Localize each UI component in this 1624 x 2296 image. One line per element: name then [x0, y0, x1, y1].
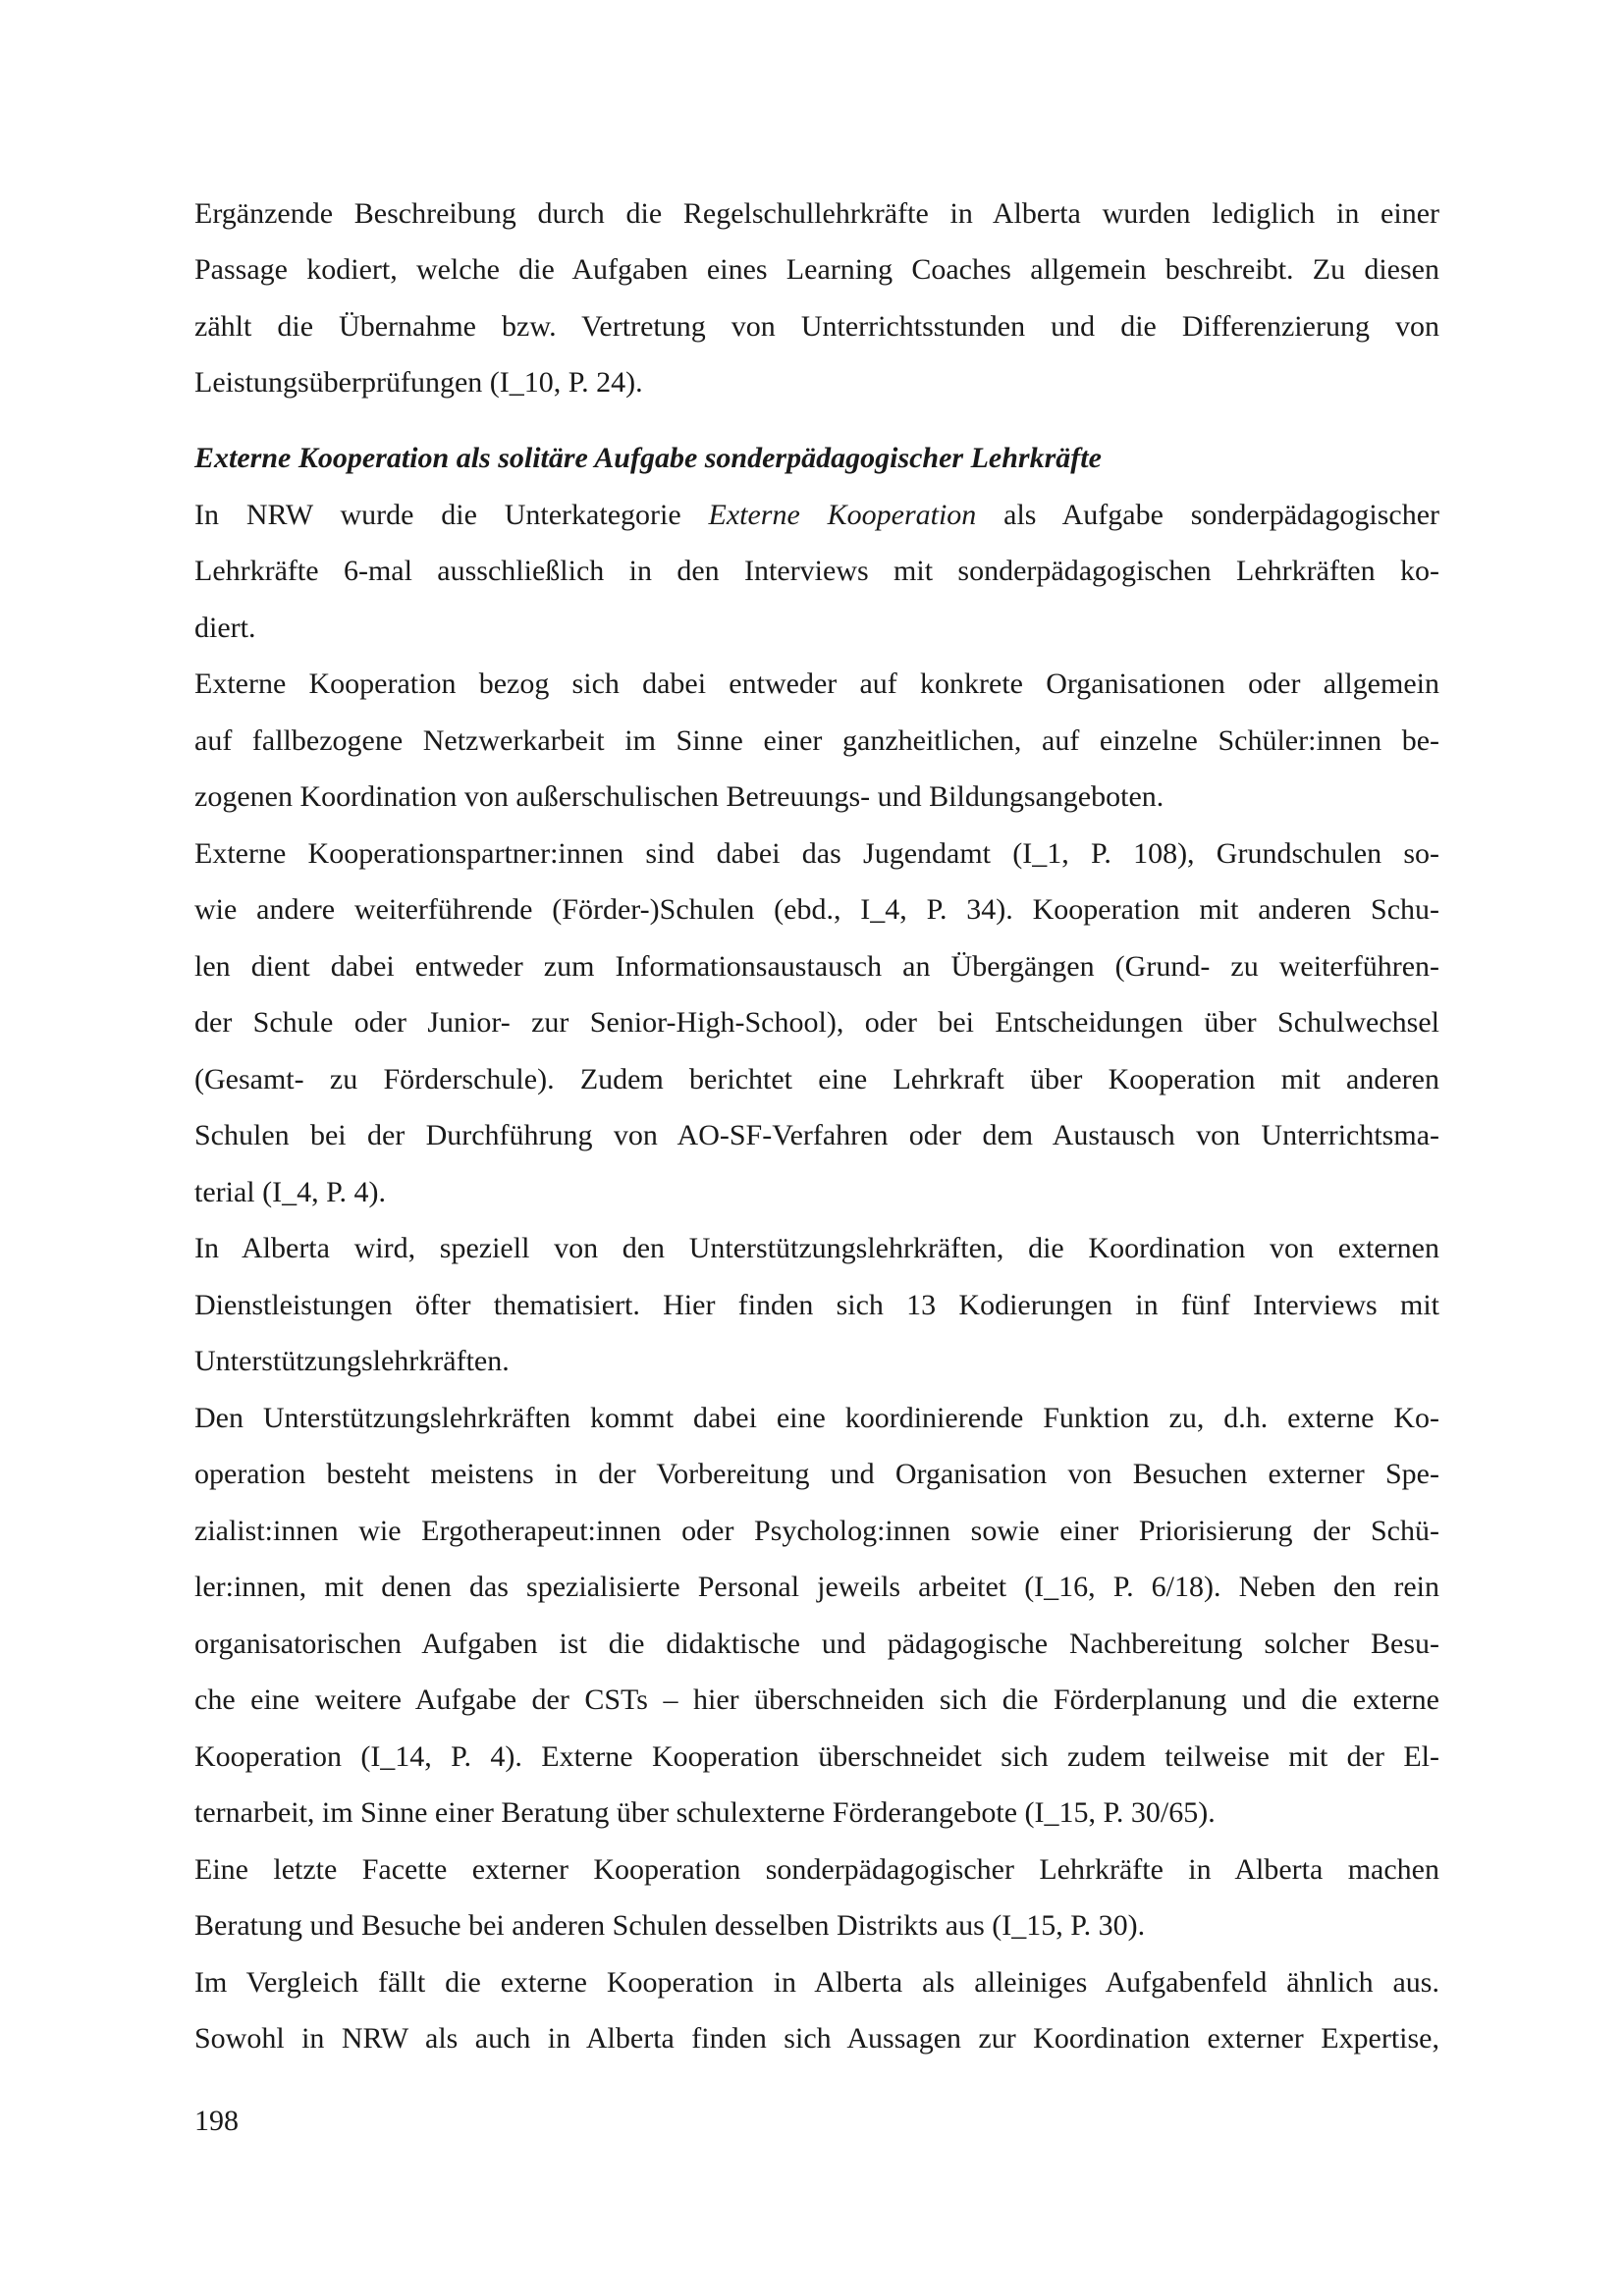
paragraph-line: Leistungsüberprüfungen (I_10, P. 24). [194, 366, 643, 399]
paragraph-line: Passage kodiert, welche die Aufgaben eines Learning Coaches allgemein beschreibt. Zu diesen [194, 253, 1439, 286]
paragraph-line: Externe Kooperation bezog sich dabei entweder auf konkrete Organisationen oder allgemein [194, 667, 1439, 700]
paragraph-line: Schulen bei der Durchführung von AO-SF-Verfahren oder dem Austausch von Unterrichtsma- [194, 1119, 1439, 1151]
paragraph-line: terial (I_4, P. 4). [194, 1176, 386, 1208]
paragraph-line [194, 487, 1439, 543]
paragraph-line: ler:innen, mit denen das spezialisierte Personal jeweils arbeitet (I_16, P. 6/18). Neben den rein [194, 1571, 1439, 1603]
paragraph-line: wie andere weiterführende (Förder-)Schulen (ebd., I_4, P. 34). Kooperation mit anderen Schu- [194, 893, 1439, 926]
paragraph-line: Beratung und Besuche bei anderen Schulen desselben Distrikts aus (I_15, P. 30). [194, 1909, 1146, 1942]
paragraph-line: auf fallbezogene Netzwerkarbeit im Sinne einer ganzheitlichen, auf einzelne Schüler:innen be- [194, 724, 1439, 757]
paragraph-line: Lehrkräfte 6-mal ausschließlich in den Interviews mit sonderpädagogischen Lehrkräften ko- [194, 555, 1439, 587]
paragraph-line: Dienstleistungen öfter thematisiert. Hier finden sich 13 Kodierungen in fünf Interviews mit [194, 1289, 1439, 1321]
paragraph-line: Unterstützungslehrkräften. [194, 1345, 510, 1377]
paragraph-line: Im Vergleich fällt die externe Kooperation in Alberta als alleiniges Aufgabenfeld ähnlich aus. [194, 1966, 1439, 1999]
paragraph-line: Kooperation (I_14, P. 4). Externe Kooperation überschneidet sich zudem teilweise mit der El- [194, 1740, 1439, 1773]
text-run: In NRW wurde die Unterkategorie [194, 499, 709, 531]
paragraph-line: operation besteht meistens in der Vorbereitung und Organisation von Besuchen externer Spe- [194, 1458, 1439, 1490]
paragraph-line: Eine letzte Facette externer Kooperation sonderpädagogischer Lehrkräfte in Alberta machen [194, 1853, 1439, 1886]
paragraph-line: Ergänzende Beschreibung durch die Regelschullehrkräfte in Alberta wurden lediglich in einer [194, 197, 1439, 230]
text-run: als Aufgabe sonderpädagogischer [976, 499, 1440, 531]
paragraph-line: In Alberta wird, speziell von den Unterstützungslehrkräften, die Koordination von externen [194, 1232, 1439, 1264]
paragraph-line: organisatorischen Aufgaben ist die didaktische und pädagogische Nachbereitung solcher Besu- [194, 1628, 1439, 1660]
page-number: 198 [194, 2105, 239, 2137]
paragraph-line: diert. [194, 612, 256, 644]
italic-term: Externe Kooperation [708, 499, 977, 531]
paragraph-line: ternarbeit, im Sinne einer Beratung über schulexterne Förderangebote (I_15, P. 30/65). [194, 1796, 1216, 1829]
paragraph-line: zählt die Übernahme bzw. Vertretung von Unterrichtsstunden und die Differenzierung von [194, 310, 1439, 343]
paragraph-line: len dient dabei entweder zum Informationsaustausch an Übergängen (Grund- zu weiterführen- [194, 950, 1439, 983]
section-heading: Externe Kooperation als solitäre Aufgabe sonderpädagogischer Lehrkräfte [194, 442, 1102, 474]
paragraph-line: Den Unterstützungslehrkräften kommt dabei eine koordinierende Funktion zu, d.h. externe Ko- [194, 1402, 1439, 1434]
paragraph-line: (Gesamt- zu Förderschule). Zudem berichtet eine Lehrkraft über Kooperation mit anderen [194, 1063, 1439, 1095]
paragraph-line: che eine weitere Aufgabe der CSTs – hier überschneiden sich die Förderplanung und die externe [194, 1683, 1439, 1716]
paragraph-line: zogenen Koordination von außerschulischen Betreuungs- und Bildungsangeboten. [194, 780, 1164, 813]
paragraph-line: zialist:innen wie Ergotherapeut:innen oder Psycholog:innen sowie einer Priorisierung der Schü- [194, 1515, 1439, 1547]
paragraph-line: Externe Kooperationspartner:innen sind dabei das Jugendamt (I_1, P. 108), Grundschulen so- [194, 837, 1439, 870]
paragraph-line: Sowohl in NRW als auch in Alberta finden sich Aussagen zur Koordination externer Expertise, [194, 2022, 1439, 2055]
paragraph-line: der Schule oder Junior- zur Senior-High-School), oder bei Entscheidungen über Schulwechsel [194, 1006, 1439, 1039]
